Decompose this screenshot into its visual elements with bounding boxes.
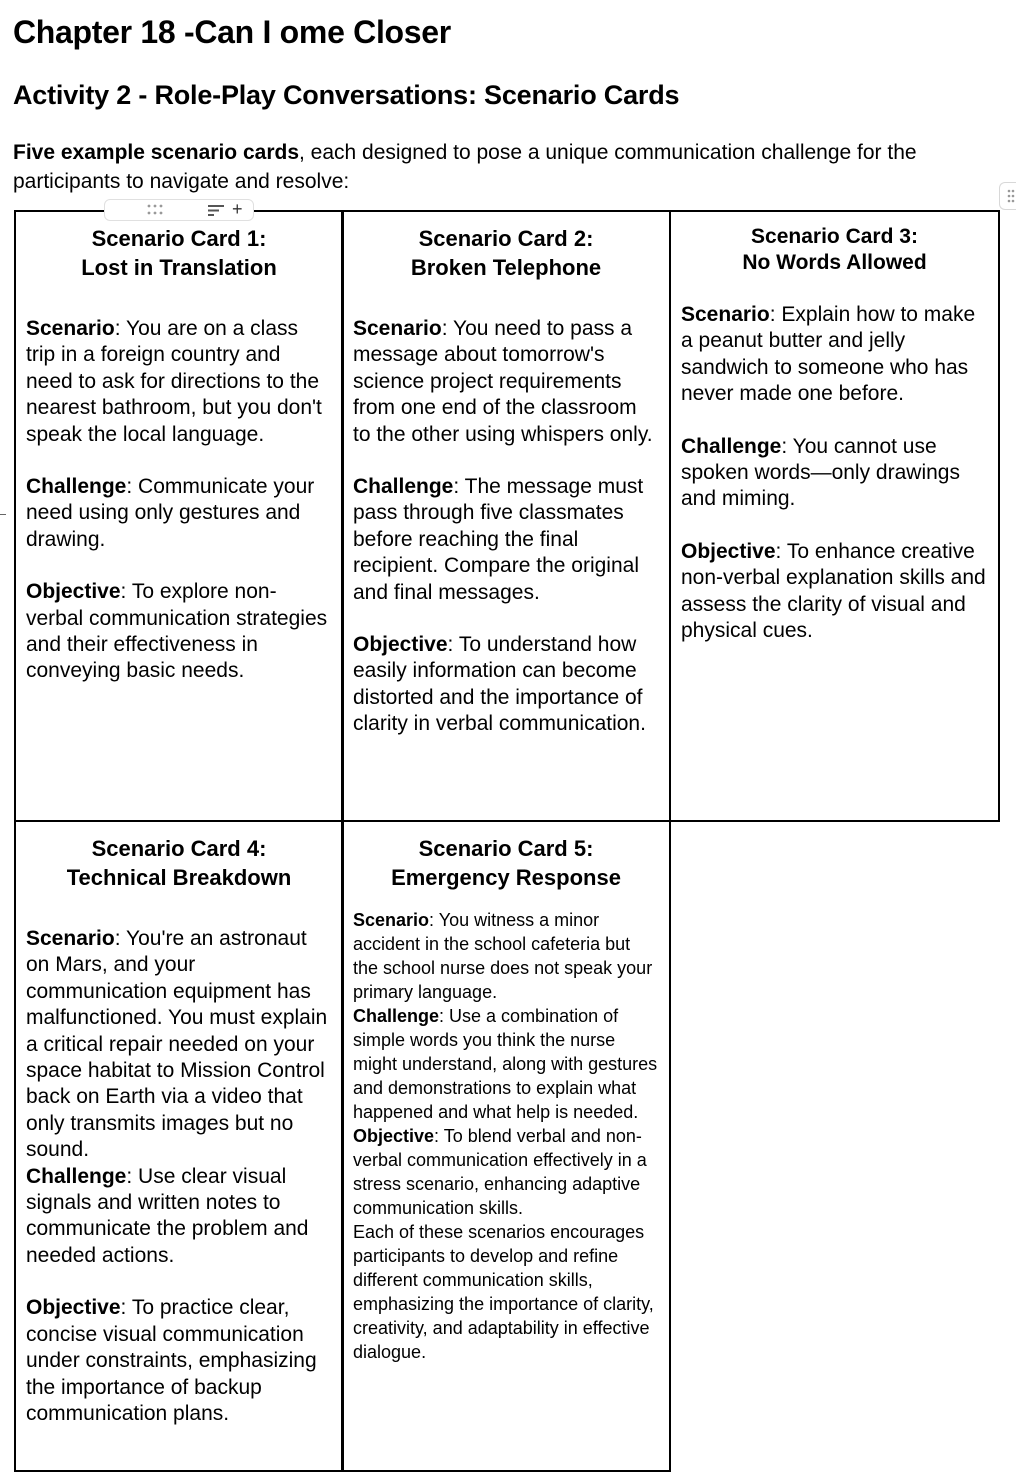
objective-label: Objective: [353, 1126, 435, 1146]
objective-label: Objective: [353, 633, 448, 657]
scenario-body: : You're an astronaut on Mars, and your communication equipment has malfunctioned. You must explain a critical repair needed on your space habitat to Mission Control back on Earth via a video that only transmits images but no sound.: [26, 927, 328, 1162]
card-number: Scenario Card 3:: [751, 225, 918, 248]
scenario-card-4: [14, 820, 344, 1472]
challenge-body: : Use clear visual signals and written notes to communicate the problem and needed actions.: [26, 1164, 309, 1267]
objective-label: Objective: [26, 580, 121, 604]
scenario-text: [353, 908, 659, 1004]
page-title: Chapter 18 -Can I ome Closer: [13, 14, 451, 50]
scenario-text: [26, 926, 332, 1164]
challenge-text: [353, 1004, 659, 1124]
challenge-text: [681, 434, 988, 513]
sort-icon[interactable]: [207, 204, 225, 217]
scenario-label: Scenario: [26, 317, 115, 340]
card-title: [353, 834, 659, 892]
objective-text: [26, 579, 332, 685]
card-name: No Words Allowed: [742, 251, 927, 274]
objective-body: : To understand how easily information can become distorted and the importance of clarity in verbal communication.: [353, 633, 646, 736]
scenario-body: : Explain how to make a peanut butter and jelly sandwich to someone who has never made one before.: [681, 303, 976, 406]
scenario-text: [26, 316, 332, 448]
objective-label: Objective: [26, 1296, 121, 1320]
card-name: Lost in Translation: [81, 255, 277, 280]
card-number: Scenario Card 5:: [418, 836, 594, 861]
card-name: Technical Breakdown: [66, 865, 292, 890]
add-column-icon[interactable]: +: [232, 199, 243, 219]
row-handle[interactable]: [999, 182, 1016, 210]
card-title: [26, 224, 332, 282]
challenge-body: : Communicate your need using only gestures and drawing.: [26, 475, 315, 551]
margin-tick: [0, 514, 6, 515]
objective-text: [26, 1295, 332, 1427]
intro-text: , each designed to pose a unique communication challenge for the participants to navigate and resolve:: [13, 141, 917, 193]
activity-title: Activity 2 - Role-Play Conversations: Scenario Cards: [13, 80, 680, 110]
card-name: Emergency Response: [391, 865, 621, 890]
scenario-card-2: [341, 210, 671, 822]
card-number: Scenario Card 2:: [418, 226, 594, 251]
challenge-text: [26, 1164, 332, 1270]
scenario-label: Scenario: [681, 303, 770, 326]
scenario-card-5: [341, 820, 671, 1472]
intro-paragraph: [13, 138, 1003, 196]
challenge-label: Challenge: [681, 434, 782, 458]
challenge-label: Challenge: [353, 1006, 440, 1026]
objective-text: [353, 632, 659, 738]
challenge-label: Challenge: [26, 1164, 127, 1188]
objective-text: [353, 1124, 659, 1220]
scenario-card-1: [14, 210, 344, 822]
scenario-card-3: [669, 210, 1000, 822]
scenario-label: Scenario: [353, 317, 442, 340]
scenario-label: Scenario: [353, 910, 430, 930]
challenge-label: Challenge: [26, 475, 127, 499]
card-title: [681, 224, 988, 276]
card-number: Scenario Card 4:: [91, 836, 267, 861]
scenario-body: : You need to pass a message about tomorrow's science project requirements from one end of the classroom to the other using whispers only.: [353, 317, 653, 446]
challenge-label: Challenge: [353, 475, 454, 499]
intro-bold: Five example scenario cards: [13, 141, 299, 164]
card-name: Broken Telephone: [410, 255, 602, 280]
scenario-label: Scenario: [26, 927, 115, 950]
challenge-body: : The message must pass through five classmates before reaching the final recipient. Compare the original and final messages.: [353, 475, 644, 604]
objective-body: : To enhance creative non-verbal explanation skills and assess the clarity of visual and physical cues.: [681, 539, 986, 643]
scenario-body: : You are on a class trip in a foreign country and need to ask for directions to the nearest bathroom, but you don't speak the local language.: [26, 317, 322, 446]
scenario-text: [681, 302, 988, 408]
drag-grip-icon: [146, 203, 164, 217]
challenge-body: : You cannot use spoken words—only drawings and miming.: [681, 434, 960, 511]
table-column-handle[interactable]: [104, 199, 254, 221]
closing-text: Each of these scenarios encourages participants to develop and refine different communication skills, emphasizing the importance of clarity, creativity, and adaptability in effective dialogue.: [353, 1222, 654, 1362]
card-number: Scenario Card 1:: [91, 226, 267, 251]
drag-dots-icon: [1000, 183, 1016, 209]
scenario-text: [353, 316, 659, 448]
card-title: [26, 834, 332, 892]
objective-body: : To explore non-verbal communication strategies and their effectiveness in conveying basic needs.: [26, 580, 328, 683]
challenge-text: [26, 474, 332, 553]
card-title: [353, 224, 659, 282]
scenario-body: : You witness a minor accident in the school cafeteria but the school nurse does not speak your primary language.: [353, 910, 653, 1002]
objective-text: [681, 539, 988, 645]
challenge-text: [353, 474, 659, 606]
objective-body: : To blend verbal and non-verbal communication effectively in a stress scenario, enhancing adaptive communication skills.: [353, 1126, 647, 1218]
objective-label: Objective: [681, 539, 776, 563]
challenge-body: : Use a combination of simple words you think the nurse might understand, along with gestures and demonstrations to explain what happened and what help is needed.: [353, 1006, 658, 1122]
objective-body: : To practice clear, concise visual communication under constraints, emphasizing the importance of backup communication plans.: [26, 1296, 317, 1425]
